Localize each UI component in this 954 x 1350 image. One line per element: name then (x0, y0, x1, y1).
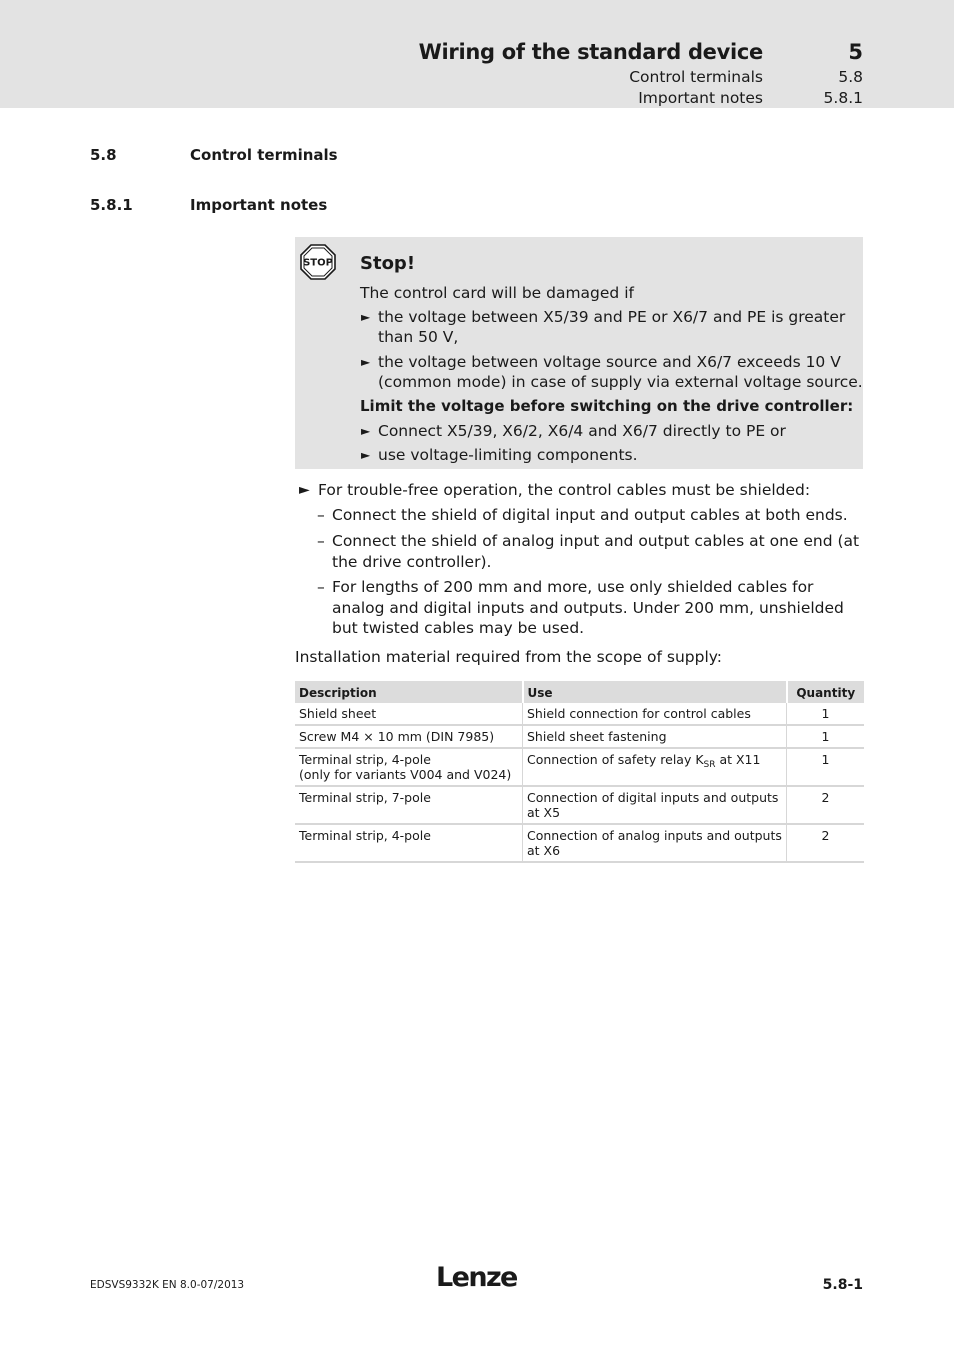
shielding-item-text: Connect the shield of analog input and output cables at one end (at the drive controller). (332, 532, 860, 571)
quantity-cell: 1 (787, 703, 865, 725)
stop-intro: The control card will be damaged if (360, 284, 634, 302)
shielding-item-text: Connect the shield of digital input and output cables at both ends. (332, 506, 848, 524)
use-cell (523, 748, 787, 786)
installation-material-table (295, 681, 864, 863)
stop-warning-box (295, 237, 863, 469)
use-cell: Connection of digital inputs and outputs at X5 (523, 786, 787, 824)
bullet-arrow-icon: ► (361, 448, 371, 462)
chapter-number: 5 (848, 40, 863, 64)
document-id: EDSVS9332K EN 8.0-07/2013 (90, 1279, 245, 1291)
bullet-arrow-icon: ► (361, 310, 371, 324)
condition-line: the voltage between X5/39 and PE or X6/7 and PE is greater (378, 308, 846, 326)
description-line: (only for variants V004 and V024) (299, 767, 512, 782)
shielding-item-1 (317, 505, 862, 526)
use-text: Connection of safety relay K (527, 752, 704, 767)
chapter-title: Wiring of the standard device (418, 40, 763, 64)
stop-condition-1 (360, 307, 868, 347)
section-title: Control terminals (190, 146, 338, 164)
use-subscript: SR (703, 760, 716, 770)
installation-text: Installation material required from the scope of supply: (295, 648, 723, 666)
bullet-arrow-icon: ► (299, 482, 310, 498)
table-row (295, 786, 864, 824)
bullet-arrow-icon: ► (361, 355, 371, 369)
lenze-logo: Lenze (436, 1262, 517, 1293)
description-cell: Screw M4 × 10 mm (DIN 7985) (295, 725, 523, 748)
column-header: Quantity (787, 681, 865, 703)
stop-heading: Stop! (360, 253, 416, 274)
action-text: Connect X5/39, X6/2, X6/4 and X6/7 directly to PE or (378, 422, 786, 440)
shielding-bullet (299, 480, 810, 500)
shielding-item-text: For lengths of 200 mm and more, use only shielded cables for analog and digital inputs and outputs. Under 200 mm, unshielded but twisted cables may be used. (332, 578, 844, 637)
stop-action-2 (360, 445, 868, 465)
header-section-number: 5.8 (838, 68, 863, 86)
table-row (295, 703, 864, 725)
condition-line: than 50 V, (378, 328, 459, 346)
header-subsection-title: Important notes (638, 89, 763, 107)
table-row (295, 748, 864, 786)
subsection-title: Important notes (190, 196, 328, 214)
limit-heading: Limit the voltage before switching on the drive controller: (360, 397, 854, 415)
description-cell (295, 748, 523, 786)
shielding-item-2 (317, 531, 862, 572)
dash-marker: – (317, 506, 325, 524)
table-row (295, 824, 864, 862)
condition-line: (common mode) in case of supply via external voltage source. (378, 373, 863, 391)
use-cell: Shield connection for control cables (523, 703, 787, 725)
quantity-cell: 1 (787, 725, 865, 748)
section-number: 5.8 (90, 146, 117, 164)
use-text-after: at X11 (715, 752, 761, 767)
stop-sign-label: STOP (303, 257, 333, 269)
column-header: Description (295, 681, 523, 703)
use-cell: Shield sheet fastening (523, 725, 787, 748)
shielding-item-3 (317, 577, 862, 639)
table-row (295, 725, 864, 748)
quantity-cell: 2 (787, 824, 865, 862)
stop-condition-2 (360, 352, 868, 392)
header-subsection-number: 5.8.1 (823, 89, 863, 107)
column-header: Use (523, 681, 787, 703)
stop-sign-icon (300, 244, 336, 280)
dash-marker: – (317, 532, 325, 550)
use-cell: Connection of analog inputs and outputs at X6 (523, 824, 787, 862)
stop-action-1 (360, 421, 868, 441)
quantity-cell: 1 (787, 748, 865, 786)
subsection-number: 5.8.1 (90, 196, 133, 214)
bullet-arrow-icon: ► (361, 424, 371, 438)
header-section-title: Control terminals (629, 68, 763, 86)
table-header-row (295, 681, 864, 703)
dash-marker: – (317, 578, 325, 596)
page-number: 5.8-1 (822, 1277, 863, 1293)
description-line: Terminal strip, 4-pole (299, 752, 431, 767)
condition-line: the voltage between voltage source and X6/7 exceeds 10 V (378, 353, 841, 371)
description-cell: Terminal strip, 7-pole (295, 786, 523, 824)
description-cell: Terminal strip, 4-pole (295, 824, 523, 862)
description-cell: Shield sheet (295, 703, 523, 725)
quantity-cell: 2 (787, 786, 865, 824)
action-text: use voltage-limiting components. (378, 446, 638, 464)
shielding-intro: For trouble-free operation, the control cables must be shielded: (318, 481, 811, 499)
